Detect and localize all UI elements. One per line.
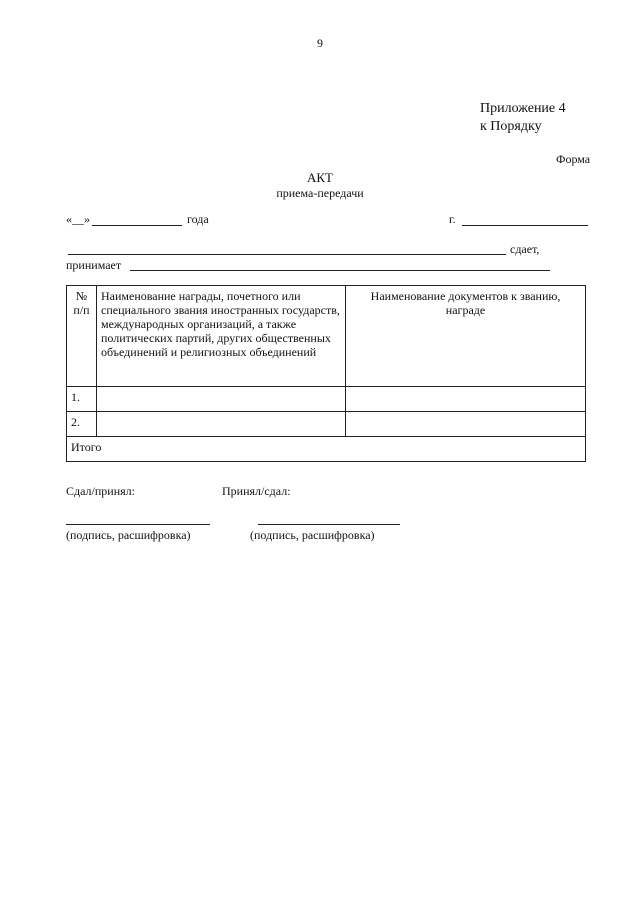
table-row [67,387,586,412]
left-signature-caption: (подпись, расшифровка) [66,528,191,542]
row-documents [346,412,586,437]
city-prefix: г. [449,212,456,226]
document-subtitle: приема-передачи [276,186,364,200]
form-label: Форма [556,152,591,166]
receives-label: принимает [66,258,122,272]
total-label: Итого [67,437,586,462]
receiver-underline [130,270,550,271]
table-total-row [67,437,586,462]
header-award-name: Наименование награды, почетного или специального звания иностранных государств, международных организаций, а также политических партий, других общественных объединений и религиозных объединений [97,286,346,387]
left-signature-label: Сдал/принял: [66,484,135,498]
table-row [67,412,586,437]
right-signature-label: Принял/сдал: [222,484,291,498]
table-header-row [67,286,586,387]
row-documents [346,387,586,412]
page-number: 9 [317,36,323,50]
transfer-table [66,285,586,462]
date-year-word: года [187,212,209,226]
date-month-underline [92,225,182,226]
left-signature-underline [66,524,210,525]
right-signature-caption: (подпись, расшифровка) [250,528,375,542]
row-number: 1. [67,387,97,412]
date-day-field: «__» [66,212,90,226]
row-award-name [97,387,346,412]
giver-underline [68,254,506,255]
document-title: АКТ [307,170,333,185]
appendix-line-1: Приложение 4 [480,101,566,116]
gives-label: сдает, [510,242,540,256]
appendix-line-2: к Порядку [480,119,542,134]
header-documents: Наименование документов к званию, награде [346,286,586,387]
city-underline [462,225,588,226]
row-number: 2. [67,412,97,437]
row-award-name [97,412,346,437]
header-number-text: № п/п [73,289,90,317]
appendix-block [480,100,566,136]
header-number [67,286,97,387]
right-signature-underline [258,524,400,525]
